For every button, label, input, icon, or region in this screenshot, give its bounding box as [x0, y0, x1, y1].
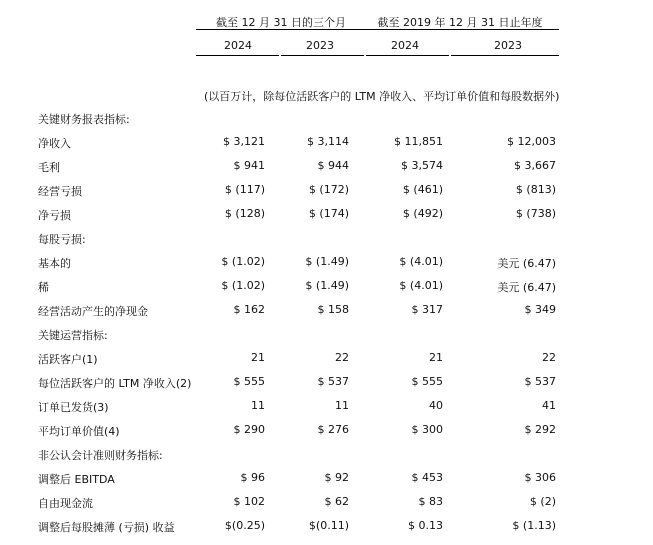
year-header-3: 2024 — [391, 39, 419, 52]
row-label: 每股亏损: — [38, 233, 86, 246]
row-label: 稀 — [38, 281, 49, 294]
cell-value: 11 — [251, 399, 265, 412]
table-row-net-loss — [0, 207, 653, 230]
cell-value: $ 11,851 — [394, 135, 443, 148]
year-header-4: 2023 — [494, 39, 522, 52]
row-label: 调整后 EBITDA — [38, 473, 115, 486]
cell-value: $ (461) — [402, 183, 443, 196]
table-row-operating-cash — [0, 303, 653, 326]
cell-value: 美元 (6.47) — [497, 257, 556, 270]
table-row-basic — [0, 255, 653, 278]
table-row-adjusted-ebitda — [0, 471, 653, 494]
row-label: 基本的 — [38, 257, 71, 270]
section-header-loss-per-share — [0, 231, 653, 254]
cell-value: 22 — [542, 351, 556, 364]
cell-value: $ (4.01) — [399, 279, 443, 292]
cell-value: 40 — [429, 399, 443, 412]
cell-value: $ (738) — [515, 207, 556, 220]
table-row-active-customers — [0, 351, 653, 374]
row-label: 毛利 — [38, 161, 60, 174]
cell-value: 22 — [335, 351, 349, 364]
cell-value: $ (492) — [402, 207, 443, 220]
table-row-average-order-value — [0, 423, 653, 446]
cell-value: $ (1.13) — [512, 519, 556, 532]
cell-value: $ 300 — [411, 423, 443, 436]
year-rule-2 — [281, 55, 364, 56]
cell-value: 美元 (6.47) — [497, 281, 556, 294]
cell-value: 21 — [251, 351, 265, 364]
cell-value: $ 555 — [411, 375, 443, 388]
cell-value: $ 290 — [233, 423, 265, 436]
cell-value: $ 306 — [524, 471, 556, 484]
table-row-net-revenue — [0, 135, 653, 158]
row-label: 订单已发货(3) — [38, 401, 109, 414]
cell-value: $(0.25) — [224, 519, 265, 532]
cell-value: 11 — [335, 399, 349, 412]
cell-value: $ (1.02) — [221, 279, 265, 292]
header-year: 截至 2019 年 12 月 31 日止年度 — [377, 16, 543, 29]
header-rule-left — [196, 29, 366, 30]
cell-value: $ 3,574 — [401, 159, 443, 172]
row-label: 每位活跃客户的 LTM 净收入(2) — [38, 377, 192, 390]
cell-value: $ 158 — [317, 303, 349, 316]
row-label: 关键财务报表指标: — [38, 113, 130, 126]
cell-value: $ 3,114 — [307, 135, 349, 148]
table-row-diluted — [0, 279, 653, 302]
cell-value: $ 292 — [524, 423, 556, 436]
cell-value: $ 162 — [233, 303, 265, 316]
row-label: 非公认会计准则财务指标: — [38, 449, 163, 462]
cell-value: $ (117) — [224, 183, 265, 196]
cell-value: $ 3,121 — [223, 135, 265, 148]
row-label: 关键运营指标: — [38, 329, 108, 342]
cell-value: $ 944 — [317, 159, 349, 172]
row-label: 调整后每股摊薄 (亏损) 收益 — [38, 521, 175, 534]
year-rule-3 — [366, 55, 449, 56]
cell-value: $ 62 — [324, 495, 349, 508]
year-rule-4 — [451, 55, 559, 56]
cell-value: $ (172) — [308, 183, 349, 196]
header-rule-right — [366, 29, 559, 30]
cell-value: $ 83 — [418, 495, 443, 508]
cell-value: $ 92 — [324, 471, 349, 484]
cell-value: $(0.11) — [308, 519, 349, 532]
cell-value: $ 453 — [411, 471, 443, 484]
row-label: 平均订单价值(4) — [38, 425, 120, 438]
table-row-operating-loss — [0, 183, 653, 206]
row-label: 经营活动产生的净现金 — [38, 305, 148, 318]
cell-value: 41 — [542, 399, 556, 412]
cell-value: $ 537 — [524, 375, 556, 388]
cell-value: $ 276 — [317, 423, 349, 436]
cell-value: $ 317 — [411, 303, 443, 316]
section-header-operating — [0, 327, 653, 350]
cell-value: $ (1.49) — [305, 255, 349, 268]
row-label: 活跃客户(1) — [38, 353, 98, 366]
cell-value: 21 — [429, 351, 443, 364]
cell-value: $ 102 — [233, 495, 265, 508]
cell-value: $ 12,003 — [507, 135, 556, 148]
year-rule-1 — [196, 55, 279, 56]
row-label: 经营亏损 — [38, 185, 82, 198]
row-label: 自由现金流 — [38, 497, 93, 510]
header-three-months: 截至 12 月 31 日的三个月 — [216, 16, 346, 29]
cell-value: $ 96 — [240, 471, 265, 484]
cell-value: $ 349 — [524, 303, 556, 316]
cell-value: $ 537 — [317, 375, 349, 388]
table-row-ltm-revenue — [0, 375, 653, 398]
table-row-adjusted-eps — [0, 519, 653, 542]
year-header-1: 2024 — [224, 39, 252, 52]
table-row-orders-shipped — [0, 399, 653, 422]
row-label: 净亏损 — [38, 209, 71, 222]
table-row-gross-profit — [0, 159, 653, 182]
cell-value: $ (1.02) — [221, 255, 265, 268]
section-header-financial — [0, 111, 653, 134]
cell-value: $ (813) — [515, 183, 556, 196]
year-header-2: 2023 — [306, 39, 334, 52]
units-note: (以百万计，除每位活跃客户的 LTM 净收入、平均订单价值和每股数据外) — [204, 90, 560, 103]
cell-value: $ 3,667 — [514, 159, 556, 172]
cell-value: $ (1.49) — [305, 279, 349, 292]
cell-value: $ 0.13 — [408, 519, 443, 532]
cell-value: $ (2) — [529, 495, 556, 508]
section-header-non-gaap — [0, 447, 653, 470]
cell-value: $ (4.01) — [399, 255, 443, 268]
cell-value: $ (174) — [308, 207, 349, 220]
row-label: 净收入 — [38, 137, 71, 150]
table-row-free-cash-flow — [0, 495, 653, 518]
cell-value: $ 941 — [233, 159, 265, 172]
cell-value: $ (128) — [224, 207, 265, 220]
cell-value: $ 555 — [233, 375, 265, 388]
